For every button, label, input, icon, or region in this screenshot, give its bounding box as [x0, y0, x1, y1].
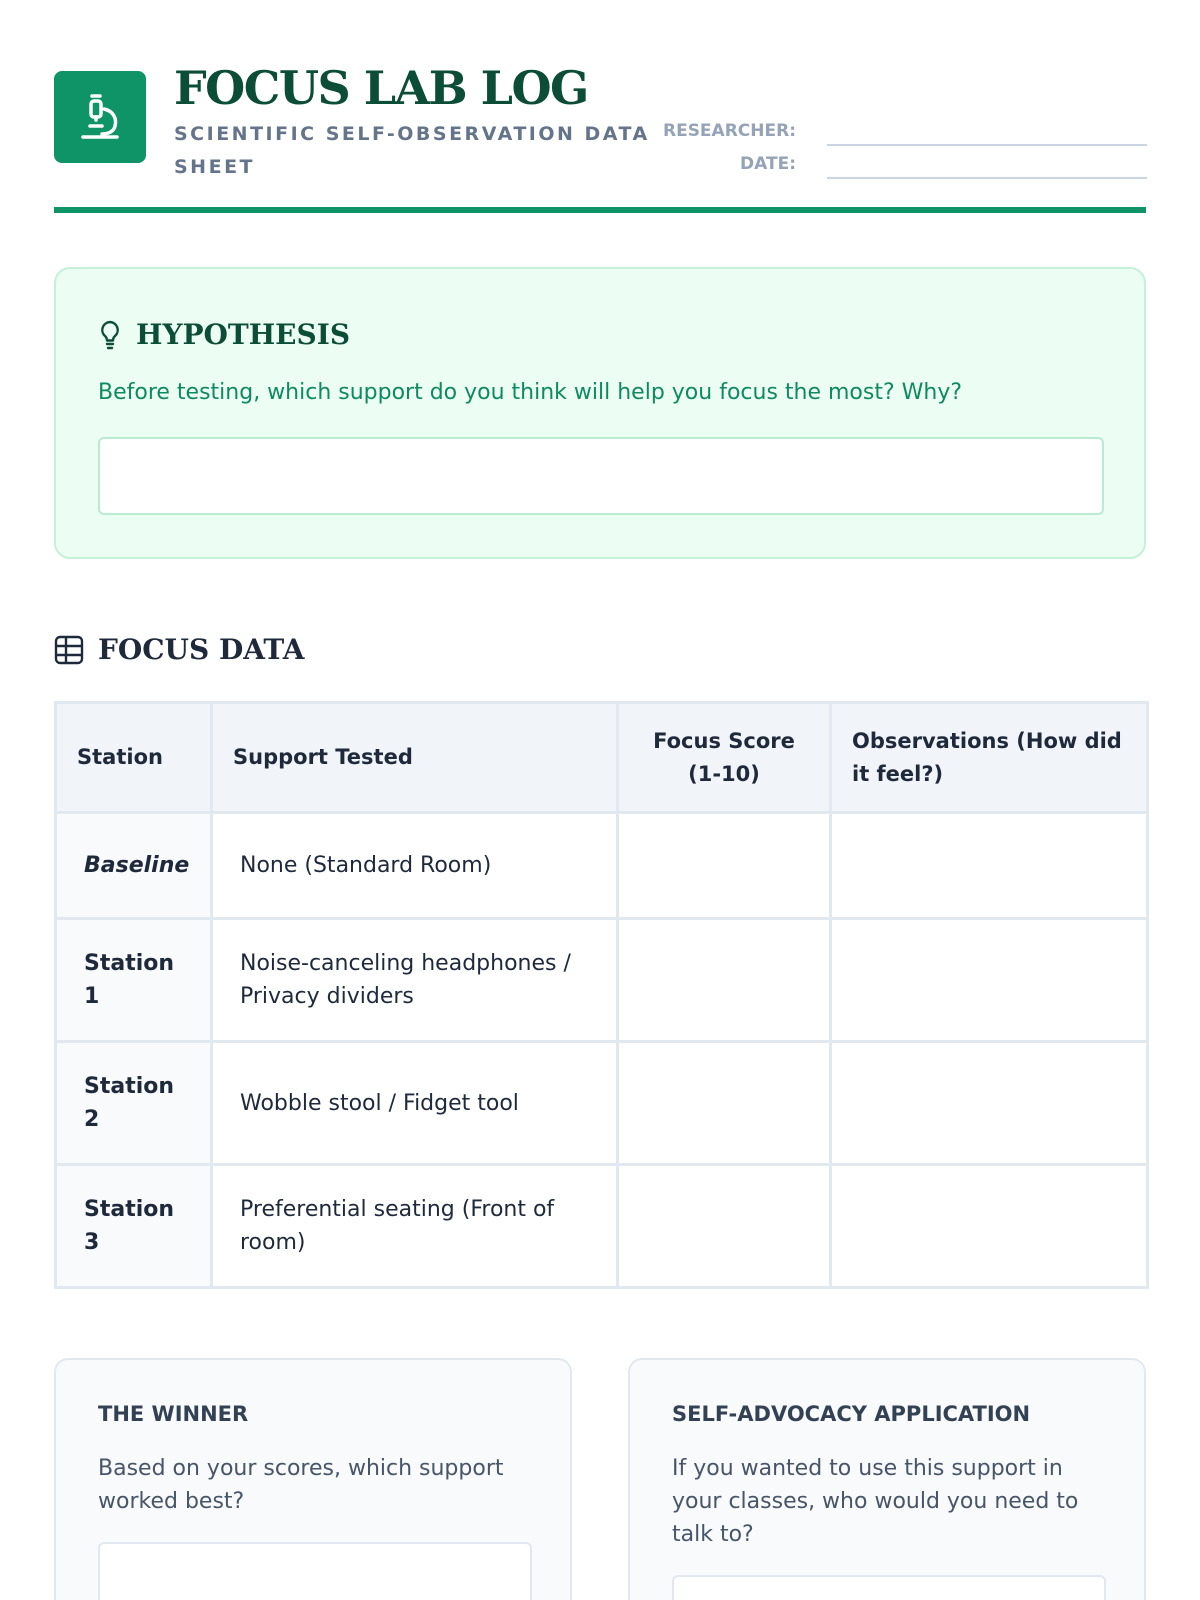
page-subtitle: SCIENTIFIC SELF-OBSERVATION DATA SHEET	[174, 123, 650, 178]
date-label: DATE:	[740, 154, 796, 174]
winner-answer-box[interactable]	[98, 1542, 532, 1600]
focus-score-cell[interactable]	[618, 1165, 831, 1288]
station-cell: Baseline	[56, 813, 212, 919]
column-header-station: Station	[56, 703, 212, 813]
hypothesis-section	[54, 267, 1146, 559]
station-cell: Station 2	[56, 1042, 212, 1165]
self-advocacy-title: SELF-ADVOCACY APPLICATION	[672, 1402, 1031, 1426]
table-row	[56, 1042, 1148, 1165]
self-advocacy-prompt: If you wanted to use this support in your classes, who would you need to talk to?	[672, 1456, 1079, 1547]
focus-score-cell[interactable]	[618, 919, 831, 1042]
station-cell: Station 1	[56, 919, 212, 1042]
station-cell: Station 3	[56, 1165, 212, 1288]
focus-data-table	[54, 701, 1149, 1289]
winner-card	[54, 1358, 572, 1600]
hypothesis-prompt: Before testing, which support do you think will help you focus the most? Why?	[98, 380, 963, 405]
winner-title: THE WINNER	[98, 1402, 249, 1426]
support-cell: None (Standard Room)	[212, 813, 618, 919]
self-advocacy-card	[628, 1358, 1146, 1600]
winner-prompt: Based on your scores, which support worked best?	[98, 1456, 504, 1514]
support-cell: Wobble stool / Fidget tool	[212, 1042, 618, 1165]
focus-score-cell[interactable]	[618, 1042, 831, 1165]
focus-score-cell[interactable]	[618, 813, 831, 919]
lightbulb-icon	[98, 319, 122, 351]
date-field[interactable]	[827, 177, 1147, 179]
table-row	[56, 1165, 1148, 1288]
column-header-support: Support Tested	[212, 703, 618, 813]
observations-cell[interactable]	[831, 813, 1148, 919]
observations-cell[interactable]	[831, 1042, 1148, 1165]
hypothesis-header	[98, 317, 350, 353]
hypothesis-answer-box[interactable]	[98, 437, 1104, 515]
focus-data-title: FOCUS DATA	[98, 633, 305, 666]
self-advocacy-answer-box[interactable]	[672, 1575, 1106, 1600]
logo	[54, 71, 146, 163]
observations-cell[interactable]	[831, 919, 1148, 1042]
focus-lab-log-sheet	[54, 0, 1146, 1600]
researcher-label: RESEARCHER:	[662, 121, 796, 141]
observations-cell[interactable]	[831, 1165, 1148, 1288]
table-icon	[54, 635, 84, 665]
column-header-observations: Observations (How did it feel?)	[831, 703, 1148, 813]
table-header-row	[56, 703, 1148, 813]
table-row	[56, 919, 1148, 1042]
microscope-icon	[78, 92, 122, 142]
focus-data-header	[54, 632, 304, 668]
page-title: FOCUS LAB LOG	[174, 61, 588, 115]
support-cell: Noise-canceling headphones / Privacy dividers	[212, 919, 618, 1042]
hypothesis-title: HYPOTHESIS	[136, 318, 351, 351]
header-divider	[54, 207, 1146, 213]
researcher-field[interactable]	[827, 144, 1147, 146]
table-row	[56, 813, 1148, 919]
column-header-focus-score: Focus Score (1-10)	[618, 703, 831, 813]
header	[54, 60, 1146, 210]
support-cell: Preferential seating (Front of room)	[212, 1165, 618, 1288]
